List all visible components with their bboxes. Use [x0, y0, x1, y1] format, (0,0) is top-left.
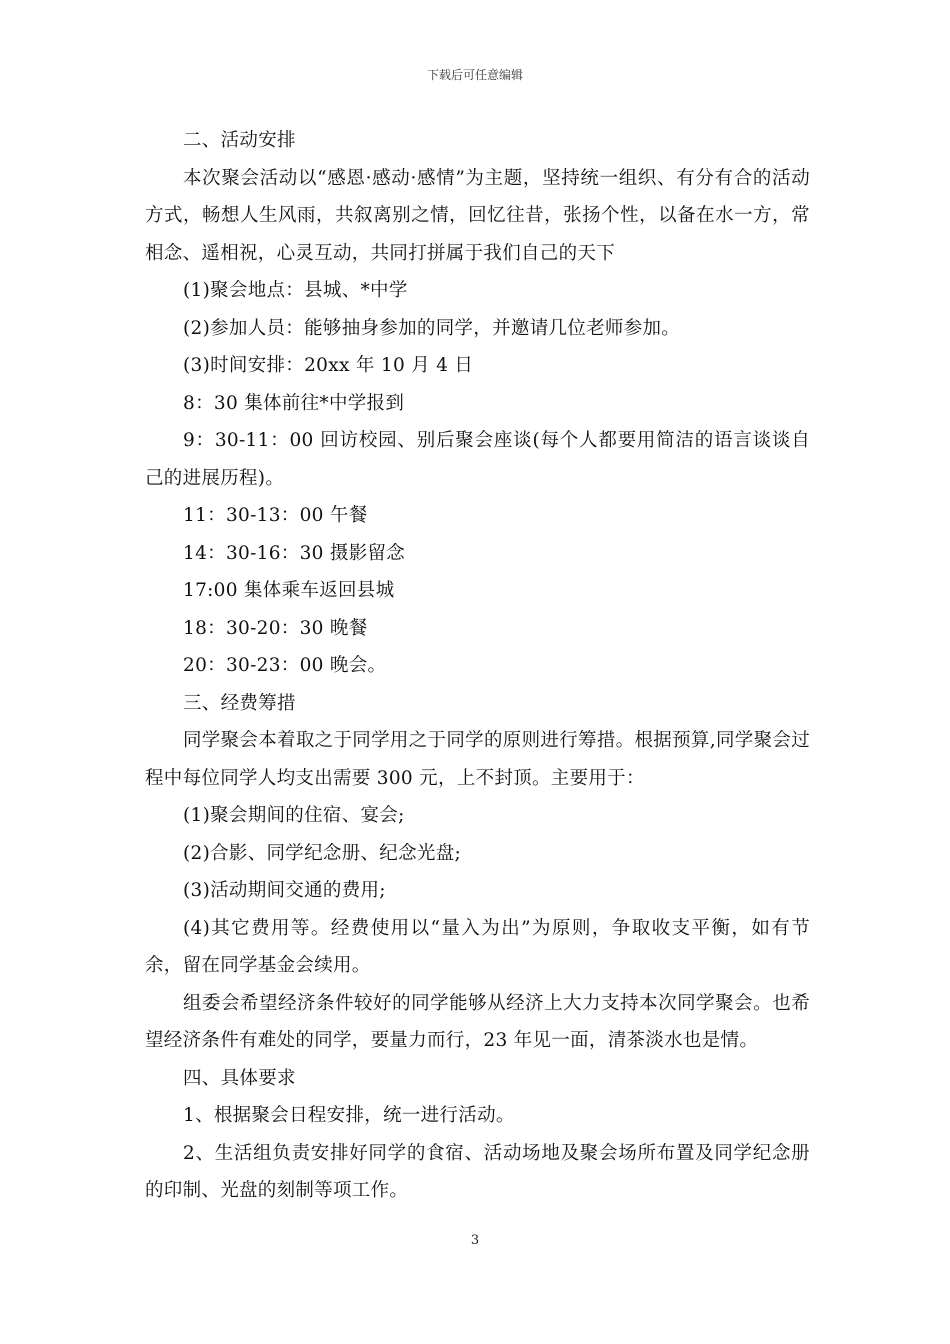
schedule-item: 8：30 集体前往*中学报到	[183, 392, 405, 414]
schedule-item: 20：30-23：00 晚会。	[183, 655, 387, 676]
schedule-item: 17:00 集体乘车返回县城	[183, 580, 395, 601]
list-item-schedule: (3)时间安排：20xx 年 10 月 4 日	[183, 355, 474, 376]
list-item-participants: (2)参加人员：能够抽身参加的同学，并邀请几位老师参加。	[183, 317, 681, 339]
paragraph-activity-intro: 本次聚会活动以“感恩·感动·感情”为主题，坚持统一组织、有分有合的活动方式，畅想人生风雨，共叙离别之情，回忆往昔，张扬个性，以备在水一方，常相念、遥相祝，心灵互动，共同打拼属于我们自己的天下	[145, 167, 810, 264]
list-item-funding: (2)合影、同学纪念册、纪念光盘;	[183, 842, 462, 864]
section-heading-funding: 三、经费筹措	[183, 692, 296, 714]
paragraph-committee-hope: 组委会希望经济条件较好的同学能够从经济上大力支持本次同学聚会。也希望经济条件有难处的同学，要量力而行，23 年见一面，清茶淡水也是情。	[145, 992, 810, 1051]
section-heading-activities: 二、活动安排	[183, 130, 296, 151]
schedule-item: 9：30-11：00 回访校园、别后聚会座谈(每个人都要用简洁的语言谈谈自己的进展历程)。	[145, 430, 810, 489]
page-number: 3	[470, 1233, 480, 1248]
section-heading-requirements: 四、具体要求	[183, 1067, 296, 1089]
schedule-item: 18：30-20：30 晚餐	[183, 617, 368, 639]
paragraph-funding-intro: 同学聚会本着取之于同学用之于同学的原则进行筹措。根据预算,同学聚会过程中每位同学人均支出需要 300 元，上不封顶。主要用于：	[145, 730, 810, 789]
page-header: 下载后可任意编辑	[426, 68, 523, 82]
document-body	[145, 122, 810, 1210]
schedule-item: 11：30-13：00 午餐	[183, 505, 368, 526]
schedule-item: 14：30-16：30 摄影留念	[183, 542, 406, 564]
list-item-funding: (4)其它费用等。经费使用以“量入为出”为原则，争取收支平衡，如有节余，留在同学基金会续用。	[145, 917, 810, 976]
list-item-requirement: 2、生活组负责安排好同学的食宿、活动场地及聚会场所布置及同学纪念册的印制、光盘的刻制等项工作。	[145, 1142, 810, 1201]
list-item-funding: (3)活动期间交通的费用;	[183, 880, 386, 901]
list-item-requirement: 1、根据聚会日程安排，统一进行活动。	[183, 1105, 515, 1126]
list-item-location: (1)聚会地点：县城、*中学	[183, 280, 408, 301]
list-item-funding: (1)聚会期间的住宿、宴会;	[183, 805, 405, 826]
